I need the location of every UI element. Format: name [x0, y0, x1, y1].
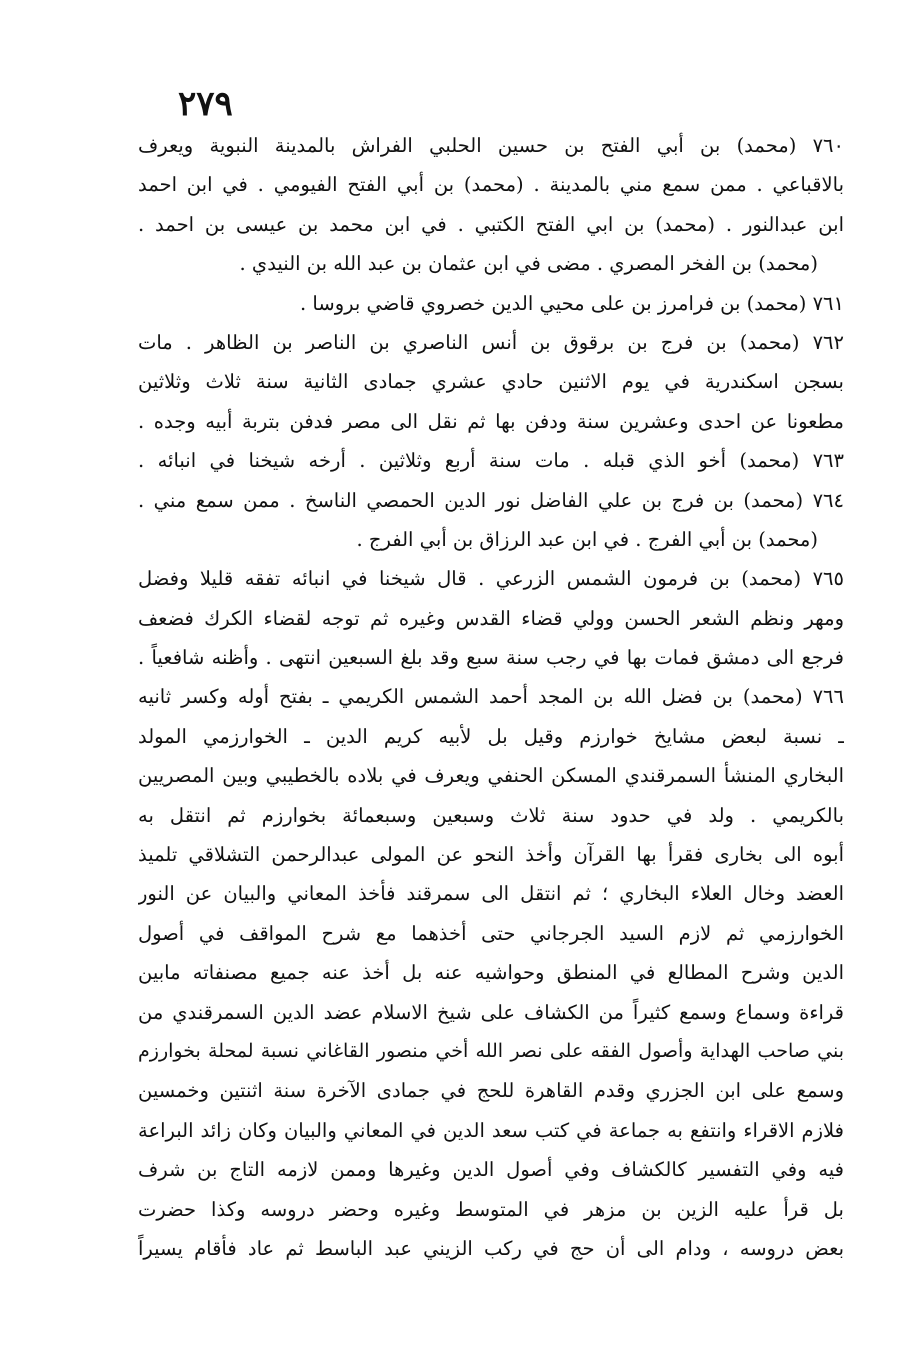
text-block — [138, 126, 844, 1268]
text-line: بعض دروسه ، ودام الى أن حج في ركب الزيني عبد الباسط ثم عاد فأقام يسيراً — [138, 1236, 844, 1260]
text-line: ومهر ونظم الشعر الحسن وولي قضاء القدس وغيره ثم توجه لقضاء الكرك فضعف — [138, 606, 844, 630]
text-line: ٧٦٥ (محمد) بن فرمون الشمس الزرعي . قال شيخنا في انبائه تفقه قليلا وفضل — [138, 567, 844, 591]
text-line: الدين وشرح المطالع في المنطق وحواشيه عنه بل أخذ عنه جميع مصنفاته مابين — [138, 961, 844, 985]
text-line: ٧٦٤ (محمد) بن فرج بن علي الفاضل نور الدين الحمصي الناسخ . ممن سمع مني . — [138, 488, 844, 512]
text-line: الخوارزمي ثم لازم السيد الجرجاني حتى أخذهما مع شرح المواقف في أصول — [138, 921, 844, 945]
text-line: العضد وخال العلاء البخاري ؛ ثم انتقل الى سمرقند فأخذ المعاني والبيان عن النور — [138, 882, 844, 906]
text-line: بسجن اسكندرية في يوم الاثنين حادي عشري جمادى الثانية سنة ثلاث وثلاثين — [138, 370, 844, 394]
text-line: بالاقباعي . ممن سمع مني بالمدينة . (محمد) بن أبي الفتح الفيومي . في ابن احمد — [138, 173, 844, 197]
text-line: بني صاحب الهداية وأصول الفقه على نصر الله أخي منصور القاغاني نسبة لمحلة بخوارزم — [138, 1039, 844, 1062]
text-line: بالكريمي . ولد في حدود سنة ثلاث وسبعين وسبعمائة بخوارزم ثم انتقل به — [138, 803, 844, 827]
text-line: ـ نسبة لبعض مشايخ خوارزم وقيل بل لأبيه كريم الدين ـ الخوارزمي المولد — [138, 724, 844, 748]
text-line: ابن عبدالنور . (محمد) بن ابي الفتح الكتبي . في ابن محمد بن عيسى بن احمد . — [138, 212, 844, 236]
text-line: قراءة وسماع وسمع كثيراً من الكشاف على شيخ الاسلام عضد الدين السمرقندي من — [138, 1000, 844, 1024]
text-line: فلازم الاقراء وانتفع به جماعة في كتب سعد الدين في المعاني والبيان وكان زائد البراعة — [138, 1118, 844, 1142]
text-line: فيه وفي التفسير كالكشاف وفي أصول الدين وغيرها وممن لازمه التاج بن شرف — [138, 1158, 844, 1182]
text-line: البخاري المنشأ السمرقندي المسكن الحنفي ويعرف في بلاده بالخطيبي وبين المصريين — [138, 764, 844, 788]
text-line: ٧٦٢ (محمد) بن فرج بن برقوق بن أنس الناصري بن الناصر بن الظاهر . مات — [138, 330, 844, 354]
text-line: وسمع على ابن الجزري وقدم القاهرة للحج في جمادى الآخرة سنة اثنتين وخمسين — [138, 1079, 844, 1103]
text-line: (محمد) بن أبي الفرج . في ابن عبد الرزاق بن أبي الفرج . — [356, 527, 818, 551]
text-line: مطعونا عن احدى وعشرين سنة ودفن بها ثم نقل الى مصر فدفن بتربة أبيه وجده . — [138, 409, 844, 433]
text-line: فرجع الى دمشق فمات بها في رجب سنة سبع وقد بلغ السبعين انتهى . وأظنه شافعياً . — [138, 646, 844, 670]
text-line: ٧٦٦ (محمد) بن فضل الله بن المجد أحمد الشمس الكريمي ـ بفتح أوله وكسر ثانيه — [138, 685, 844, 709]
text-line: ٧٦٣ (محمد) أخو الذي قبله . مات سنة أربع وثلاثين . أرخه شيخنا في انبائه . — [138, 449, 844, 473]
page-number: ٢٧٩ — [178, 84, 233, 124]
text-line: بل قرأ عليه الزين بن مزهر في المتوسط وغيره وحضر دروسه وكذا حضرت — [138, 1197, 844, 1221]
text-line: ٧٦٠ (محمد) بن أبي الفتح بن حسين الحلبي الفراش بالمدينة النبوية ويعرف — [138, 134, 844, 157]
text-line: أبوه الى بخارى فقرأ بها القرآن وأخذ النحو عن المولى عبدالرحمن التشلاقي تلميذ — [138, 843, 844, 867]
text-line: (محمد) بن الفخر المصري . مضى في ابن عثمان بن عبد الله بن النيدي . — [239, 252, 818, 276]
text-line: ٧٦١ (محمد) بن فرامرز بن على محيي الدين خصروي قاضي بروسا . — [300, 291, 844, 315]
